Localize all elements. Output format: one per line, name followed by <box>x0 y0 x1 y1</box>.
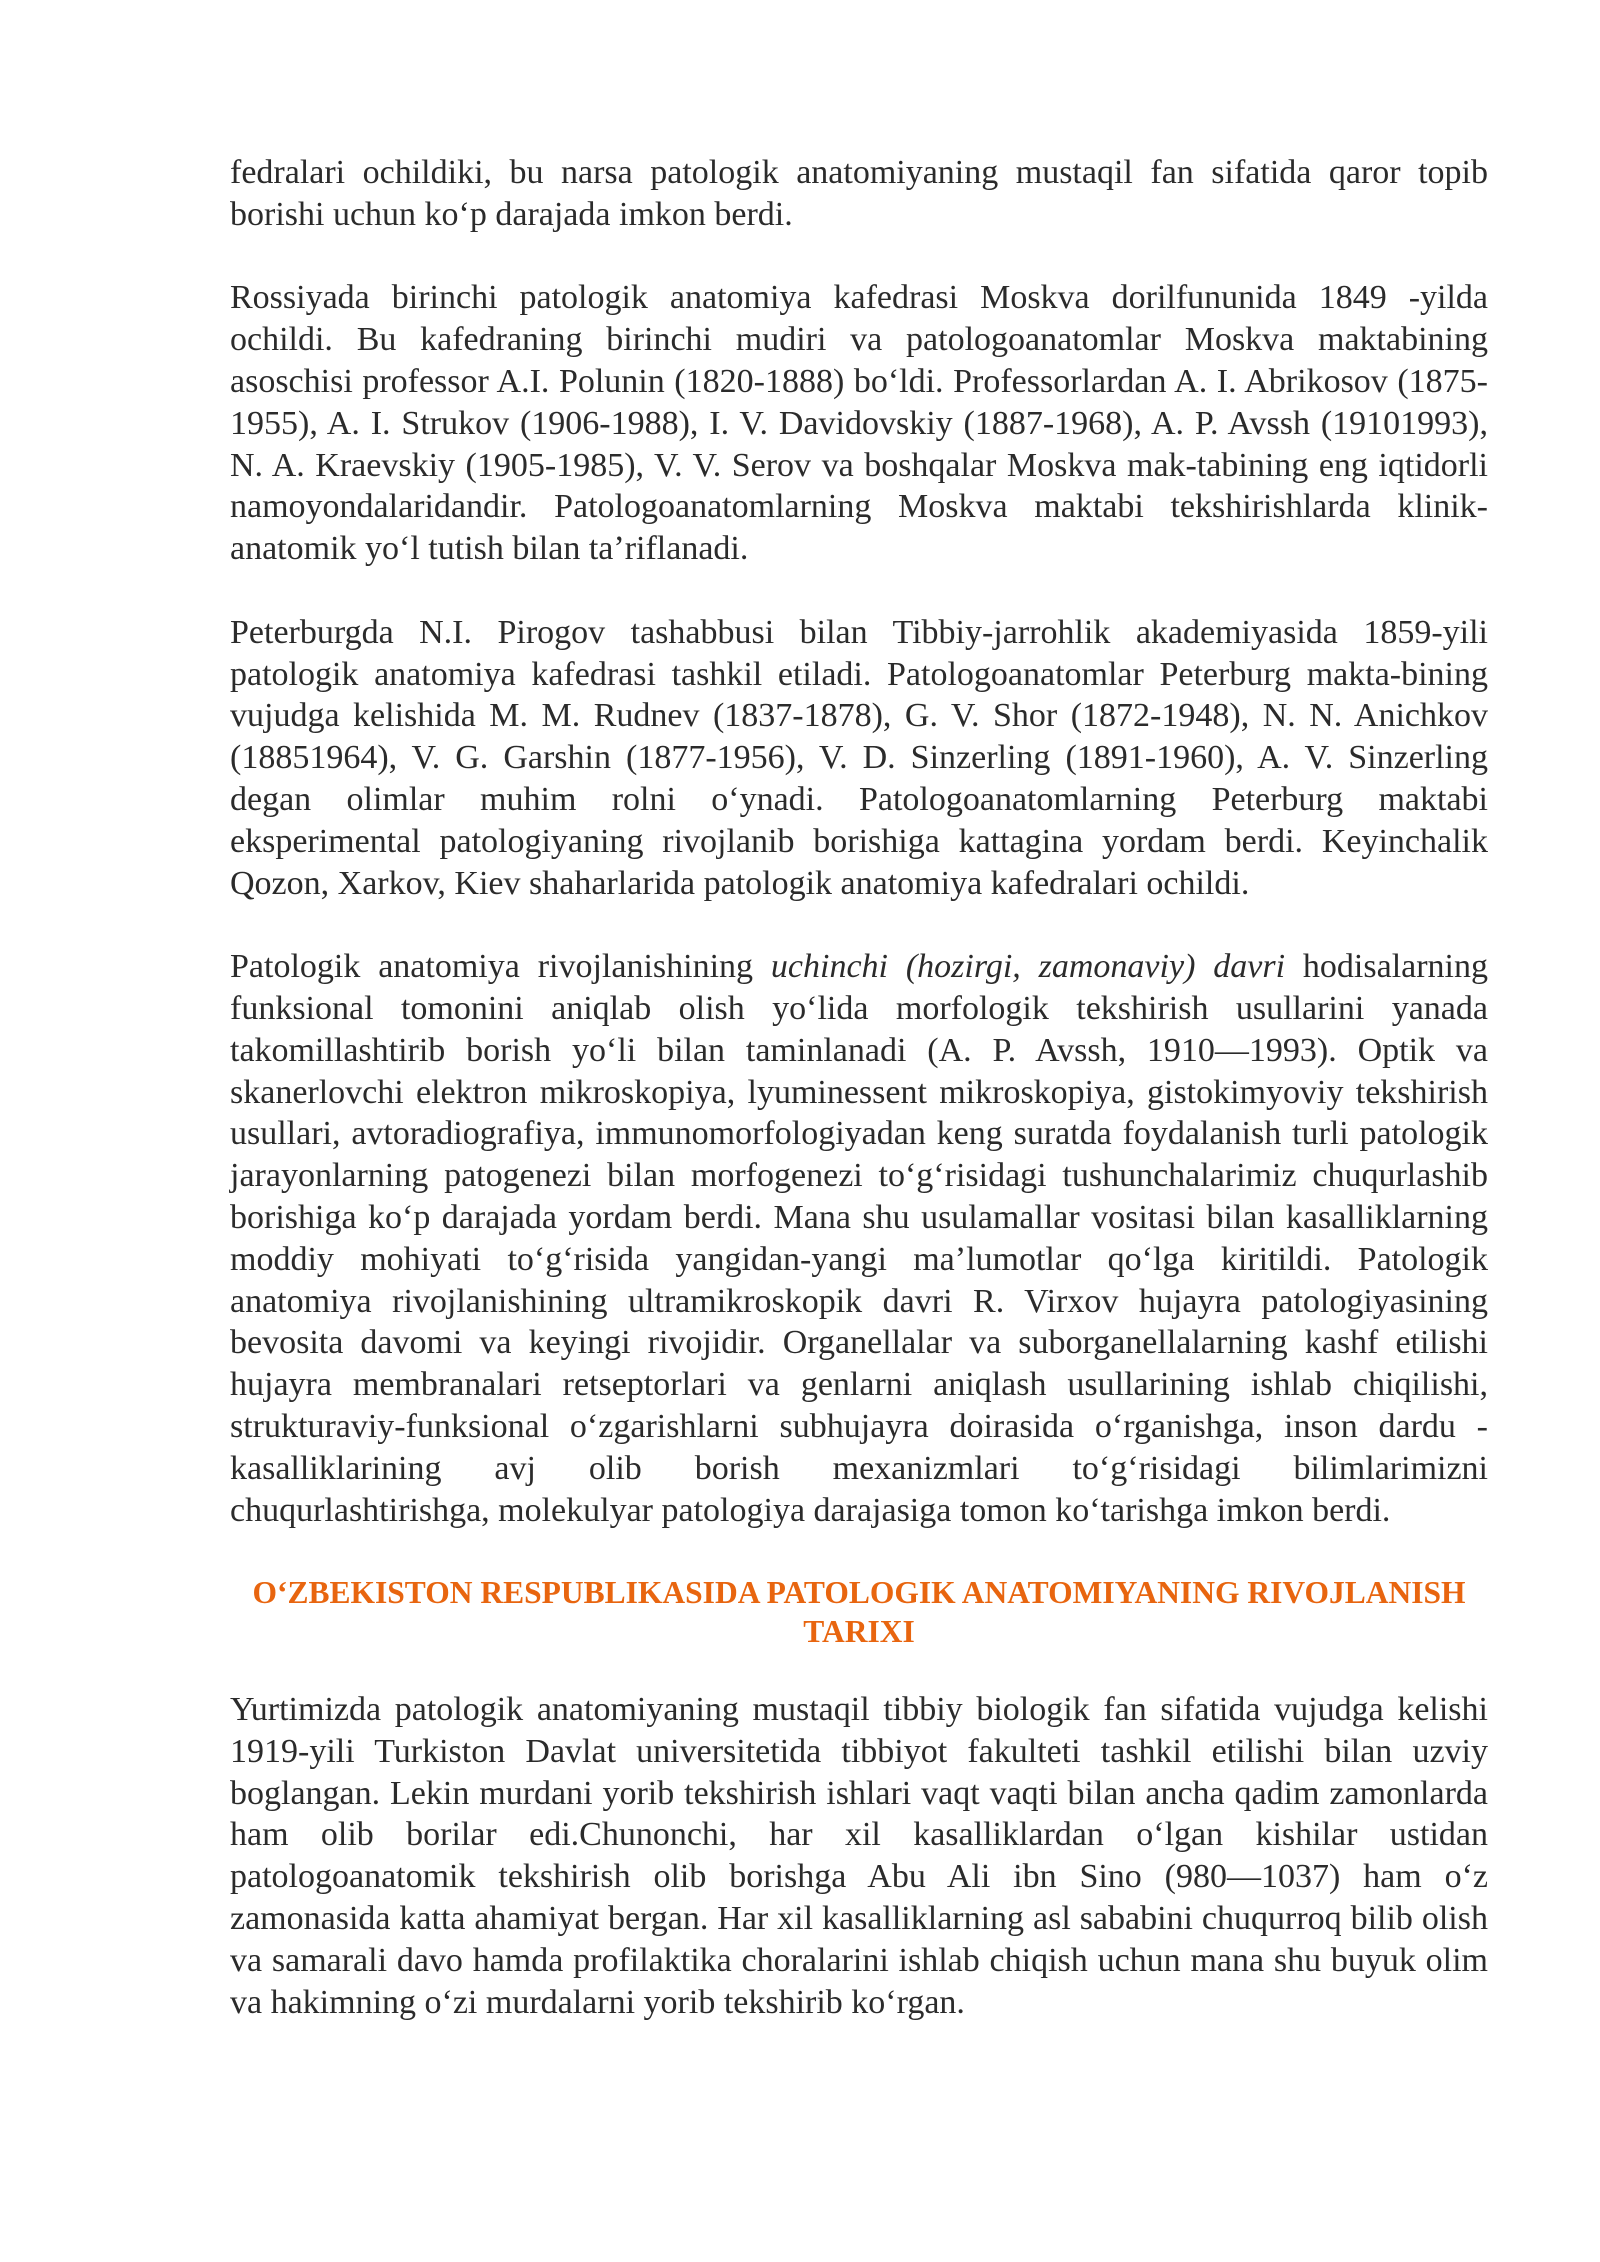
paragraph-continuation: fedralari ochildiki, bu narsa patologik anatomiyaning mustaqil fan sifatida qaror topib borishi uchun koʻp darajada imkon berdi. <box>230 154 1488 233</box>
modern-period-intro: Patologik anatomiya rivojlanishining <box>230 948 771 986</box>
modern-period-body: hodisalarning funksional tomonini aniqlab olish yoʻlida morfologik tekshirish usullarini yanada takomillashtirib borish yoʻli bilan taminlanadi (A. P. Avssh, 1910—1993). Optik va skanerlovchi elektron mikroskopiya, lyuminessent mikroskopiya, gistokimyoviy tekshirish usullari, avtoradiografiya, immunomorfologiyadan keng suratda foydalanish turli patologik jarayonlarning patogenezi bilan morfogenezi toʻgʻrisidagi tushunchalarimiz chuqurlashib borishiga koʻp darajada yordam berdi. Mana shu usulamallar vositasi bilan kasalliklarning moddiy mohiyati toʻgʻrisida yangidan-yangi maʼlumotlar qoʻlga kiritildi. Patologik anatomiya rivojlanishining ultramikroskopik davri R. Virxov hujayra patologiyasining bevosita davomi va keyingi rivojidir. Organellalar va suborganellalarning kashf etilishi hujayra membranalari retseptorlari va genlarni aniqlash usullarining ishlab chiqilishi, strukturaviy-funksional oʻzgarishlarni subhujayra doirasida oʻrganishga, inson dardu -kasalliklarining avj olib borish mexanizmlari toʻgʻrisidagi bilimlarimizni chuqurlashtirishga, molekulyar patologiya darajasiga tomon koʻtarishga imkon berdi. <box>230 948 1488 1529</box>
section-heading-line1: OʻZBEKISTON RESPUBLIKASIDA PATOLOGIK ANATOMIYANING RIVOJLANISH <box>252 1575 1466 1611</box>
modern-period-emphasis: uchinchi (hozirgi, zamonaviy) davri <box>770 948 1286 986</box>
section-heading-line2: TARIXI <box>803 1614 915 1650</box>
paragraph-petersburg-school: Peterburgda N.I. Pirogov tashabbusi bilan Tibbiy-jarrohlik akademiyasida 1859-yili patologik anatomiya kafedrasi tashkil etiladi. Patologoanatomlar Peterburg makta-bining vujudga kelishida M. M. Rudnev (1837-1878), G. V. Shor (1872-1948), N. N. Anichkov (18851964), V. G. Garshin (1877-1956), V. D. Sinzerling (1891-1960), A. V. Sinzerling degan olimlar muhim rolni oʻynadi. Patologoanatomlarning Peterburg maktabi eksperimental patologiyaning rivojlanib borishiga kattagina yordam berdi. Keyinchalik Qozon, Xarkov, Kiev shaharlarida patologik anatomiya kafedralari ochildi. <box>230 613 1488 902</box>
paragraph-moscow-school: Rossiyada birinchi patologik anatomiya kafedrasi Moskva dorilfununida 1849 -yilda ochildi. Bu kafedraning birinchi mudiri va patologoanatomlar Moskva maktabining asoschisi professor A.I. Polunin (1820-1888) boʻldi. Professorlardan A. I. Abrikosov (1875-1955), A. I. Strukov (1906-1988), I. V. Davidovskiy (1887-1968), A. P. Avssh (19101993), N. A. Kraevskiy (1905-1985), V. V. Serov va boshqalar Moskva mak-tabining eng iqtidorli namoyondalaridandir. Patologoanatomlarning Moskva maktabi tekshirishlarda klinik-anatomik yoʻl tutish bilan taʼriflanadi. <box>230 279 1488 568</box>
section-heading <box>230 1573 1488 1651</box>
document-page <box>230 152 1488 2065</box>
paragraph-uzbekistan-history: Yurtimizda patologik anatomiyaning mustaqil tibbiy biologik fan sifatida vujudga kelishi 1919-yili Turkiston Davlat universitetida tibbiyot fakulteti tashkil etilishi bilan uzviy boglangan. Lekin murdani yorib tekshirish ishlari vaqt vaqti bilan ancha qadim zamonlarda ham olib borilar edi.Chunonchi, har xil kasalliklardan oʻlgan kishilar ustidan patologoanatomik tekshirish olib borishga Abu Ali ibn Sino (980—1037) ham oʻz zamonasida katta ahamiyat bergan. Har xil kasalliklarning asl sababini chuqurroq bilib olish va samarali davo hamda profilaktika choralarini ishlab chiqish uchun mana shu buyuk olim va hakimning oʻzi murdalarni yorib tekshirib koʻrgan. <box>230 1691 1488 2021</box>
paragraph-modern-period <box>230 946 1488 1531</box>
